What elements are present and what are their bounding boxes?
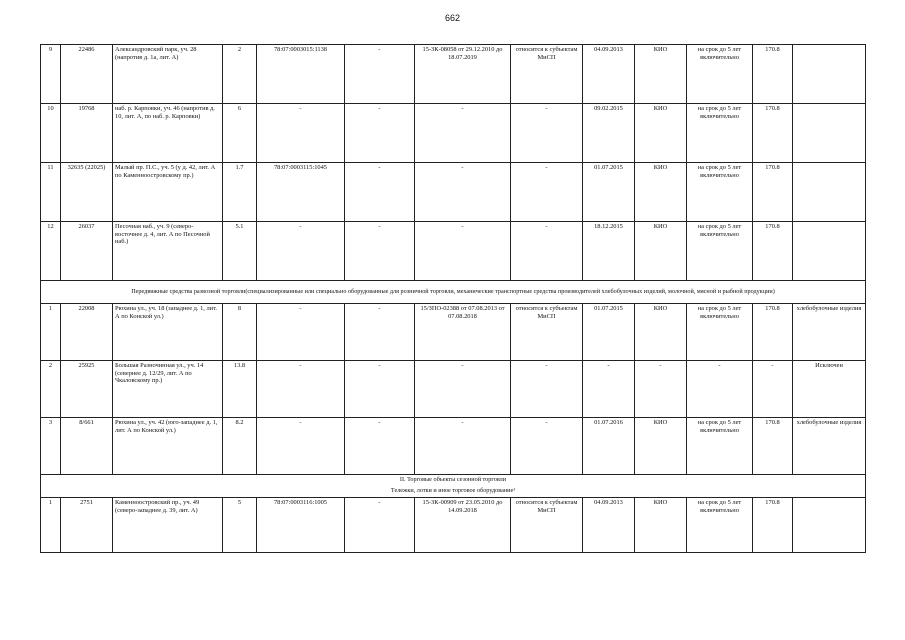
subsection-heading-text: Тележки, лотки и иное торговое оборудование¹: [41, 486, 866, 498]
section-heading-2-text: II. Торговые объекты сезонной торговли: [41, 475, 866, 487]
cell-term: на срок до 5 лет включительно: [687, 222, 753, 281]
cell-date: 09.02.2015: [583, 104, 635, 163]
cell-addr: Малый пр. П.С., уч. 5 (у д. 42, лит. А по Каменноостровскому пр.): [113, 163, 223, 222]
cell-cad: -: [257, 418, 345, 475]
cell-c7: относится к субъектам МиСП: [511, 304, 583, 361]
cell-id: 22486: [61, 45, 113, 104]
cell-c7: -: [511, 361, 583, 418]
cell-area: 5.1: [223, 222, 257, 281]
cell-term: на срок до 5 лет включительно: [687, 498, 753, 553]
table-row: [41, 222, 866, 281]
cell-cad: 78:07:0003115:1045: [257, 163, 345, 222]
cell-type: КИО: [635, 418, 687, 475]
cell-id: 8/661: [61, 418, 113, 475]
cell-n: 9: [41, 45, 61, 104]
cell-c5: -: [345, 418, 415, 475]
cell-term: на срок до 5 лет включительно: [687, 104, 753, 163]
cell-c6: -: [415, 418, 511, 475]
cell-cad: -: [257, 222, 345, 281]
cell-val: 170.8: [753, 104, 793, 163]
cell-date: 01.07.2015: [583, 304, 635, 361]
cell-area: 8.2: [223, 418, 257, 475]
cell-spec: [793, 163, 866, 222]
cell-c5: -: [345, 45, 415, 104]
cell-c6: -: [415, 104, 511, 163]
cell-addr: Каменноостровский пр., уч. 49 (северо-западнее д. 39, лит. А): [113, 498, 223, 553]
cell-c6: -: [415, 222, 511, 281]
cell-cad: -: [257, 104, 345, 163]
cell-c6: -: [415, 163, 511, 222]
table-row: [41, 45, 866, 104]
cell-c7: -: [511, 222, 583, 281]
cell-c5: -: [345, 163, 415, 222]
cell-c6: 15-ЗК-00909 от 23.05.2010 до 14.09.2018: [415, 498, 511, 553]
cell-area: 5: [223, 498, 257, 553]
cell-spec: хлебобулочные изделия: [793, 304, 866, 361]
cell-c7: относится к субъектам МиСП: [511, 45, 583, 104]
cell-c5: -: [345, 498, 415, 553]
cell-id: 25925: [61, 361, 113, 418]
cell-cad: -: [257, 361, 345, 418]
cell-addr: наб. р. Карповки, уч. 46 (напротив д. 10, лит. А, по наб. р. Карповки): [113, 104, 223, 163]
cell-spec: [793, 104, 866, 163]
cell-id: 22008: [61, 304, 113, 361]
document-table: [40, 44, 866, 553]
cell-c5: -: [345, 222, 415, 281]
cell-type: КИО: [635, 222, 687, 281]
cell-term: на срок до 5 лет включительно: [687, 45, 753, 104]
cell-val: 170.8: [753, 45, 793, 104]
cell-cad: 78:07:0003116:1005: [257, 498, 345, 553]
cell-cad: 78:07:0003015:1138: [257, 45, 345, 104]
cell-addr: Александровский парк, уч. 28 (напротив д. 1а, лит. А): [113, 45, 223, 104]
cell-area: 2: [223, 45, 257, 104]
cell-val: 170.8: [753, 498, 793, 553]
section-heading-2: [41, 475, 866, 487]
cell-date: 18.12.2015: [583, 222, 635, 281]
cell-type: -: [635, 361, 687, 418]
cell-spec: хлебобулочные изделия: [793, 418, 866, 475]
page-number: 662: [444, 13, 461, 23]
section-heading: [41, 281, 866, 304]
cell-area: 6: [223, 104, 257, 163]
cell-val: 170.8: [753, 222, 793, 281]
cell-date: 01.07.2016: [583, 418, 635, 475]
table-row: [41, 361, 866, 418]
cell-id: 19768: [61, 104, 113, 163]
cell-val: 170.8: [753, 304, 793, 361]
cell-addr: Песочная наб., уч. 9 (северо-восточнее д. 4, лит. А по Песочной наб.): [113, 222, 223, 281]
cell-c6: 15-ЗК-08058 от 29.12.2010 до 18.07.2019: [415, 45, 511, 104]
section-heading-text: Передвижные средства развозной торговли(специализированные или специально оборудованные для розничной торговли, механические транспортные средства производителей хлебобулочных изделий, молочной, мясной и рыбной продукции): [41, 281, 866, 304]
cell-type: КИО: [635, 163, 687, 222]
cell-cad: -: [257, 304, 345, 361]
cell-term: на срок до 5 лет включительно: [687, 163, 753, 222]
cell-c6: -: [415, 361, 511, 418]
cell-c5: -: [345, 361, 415, 418]
cell-term: -: [687, 361, 753, 418]
cell-val: 170.8: [753, 418, 793, 475]
cell-term: на срок до 5 лет включительно: [687, 418, 753, 475]
cell-id: 32635 (22025): [61, 163, 113, 222]
cell-addr: Рюхина ул., уч. 18 (западнее д. 1, лит. А по Конской ул.): [113, 304, 223, 361]
cell-n: 12: [41, 222, 61, 281]
cell-date: 04.09.2013: [583, 498, 635, 553]
table-row: [41, 304, 866, 361]
cell-c7: -: [511, 104, 583, 163]
cell-addr: Большая Разночинная ул., уч. 14 (севернее д. 12/29, лит. А по Чкаловскому пр.): [113, 361, 223, 418]
cell-c7: -: [511, 418, 583, 475]
cell-n: 3: [41, 418, 61, 475]
cell-date: 01.07.2015: [583, 163, 635, 222]
cell-id: 26037: [61, 222, 113, 281]
cell-addr: Рюхина ул., уч. 42 (юго-западнее д. 1, лит. А по Конской ул.): [113, 418, 223, 475]
cell-type: КИО: [635, 304, 687, 361]
cell-c7: относится к субъектам МиСП: [511, 498, 583, 553]
table-row: [41, 418, 866, 475]
cell-date: 04.09.2013: [583, 45, 635, 104]
cell-val: 170.8: [753, 163, 793, 222]
cell-area: 1.7: [223, 163, 257, 222]
cell-c6: 15/ЗПО-02388 от 07.08.2013 от 07.08.2018: [415, 304, 511, 361]
cell-c5: -: [345, 304, 415, 361]
table-row: [41, 163, 866, 222]
cell-c7: -: [511, 163, 583, 222]
cell-spec: [793, 498, 866, 553]
cell-type: КИО: [635, 104, 687, 163]
table-row: [41, 104, 866, 163]
cell-val: -: [753, 361, 793, 418]
table-row: [41, 498, 866, 553]
subsection-heading: [41, 486, 866, 498]
cell-type: КИО: [635, 45, 687, 104]
cell-area: 8: [223, 304, 257, 361]
cell-n: 2: [41, 361, 61, 418]
cell-c5: -: [345, 104, 415, 163]
cell-id: 2751: [61, 498, 113, 553]
cell-area: 13.8: [223, 361, 257, 418]
cell-n: 1: [41, 304, 61, 361]
cell-n: 10: [41, 104, 61, 163]
cell-n: 1: [41, 498, 61, 553]
cell-n: 11: [41, 163, 61, 222]
cell-date: -: [583, 361, 635, 418]
cell-spec: [793, 45, 866, 104]
cell-spec: [793, 222, 866, 281]
cell-spec: Исключен: [793, 361, 866, 418]
cell-term: на срок до 5 лет включительно: [687, 304, 753, 361]
cell-type: КИО: [635, 498, 687, 553]
